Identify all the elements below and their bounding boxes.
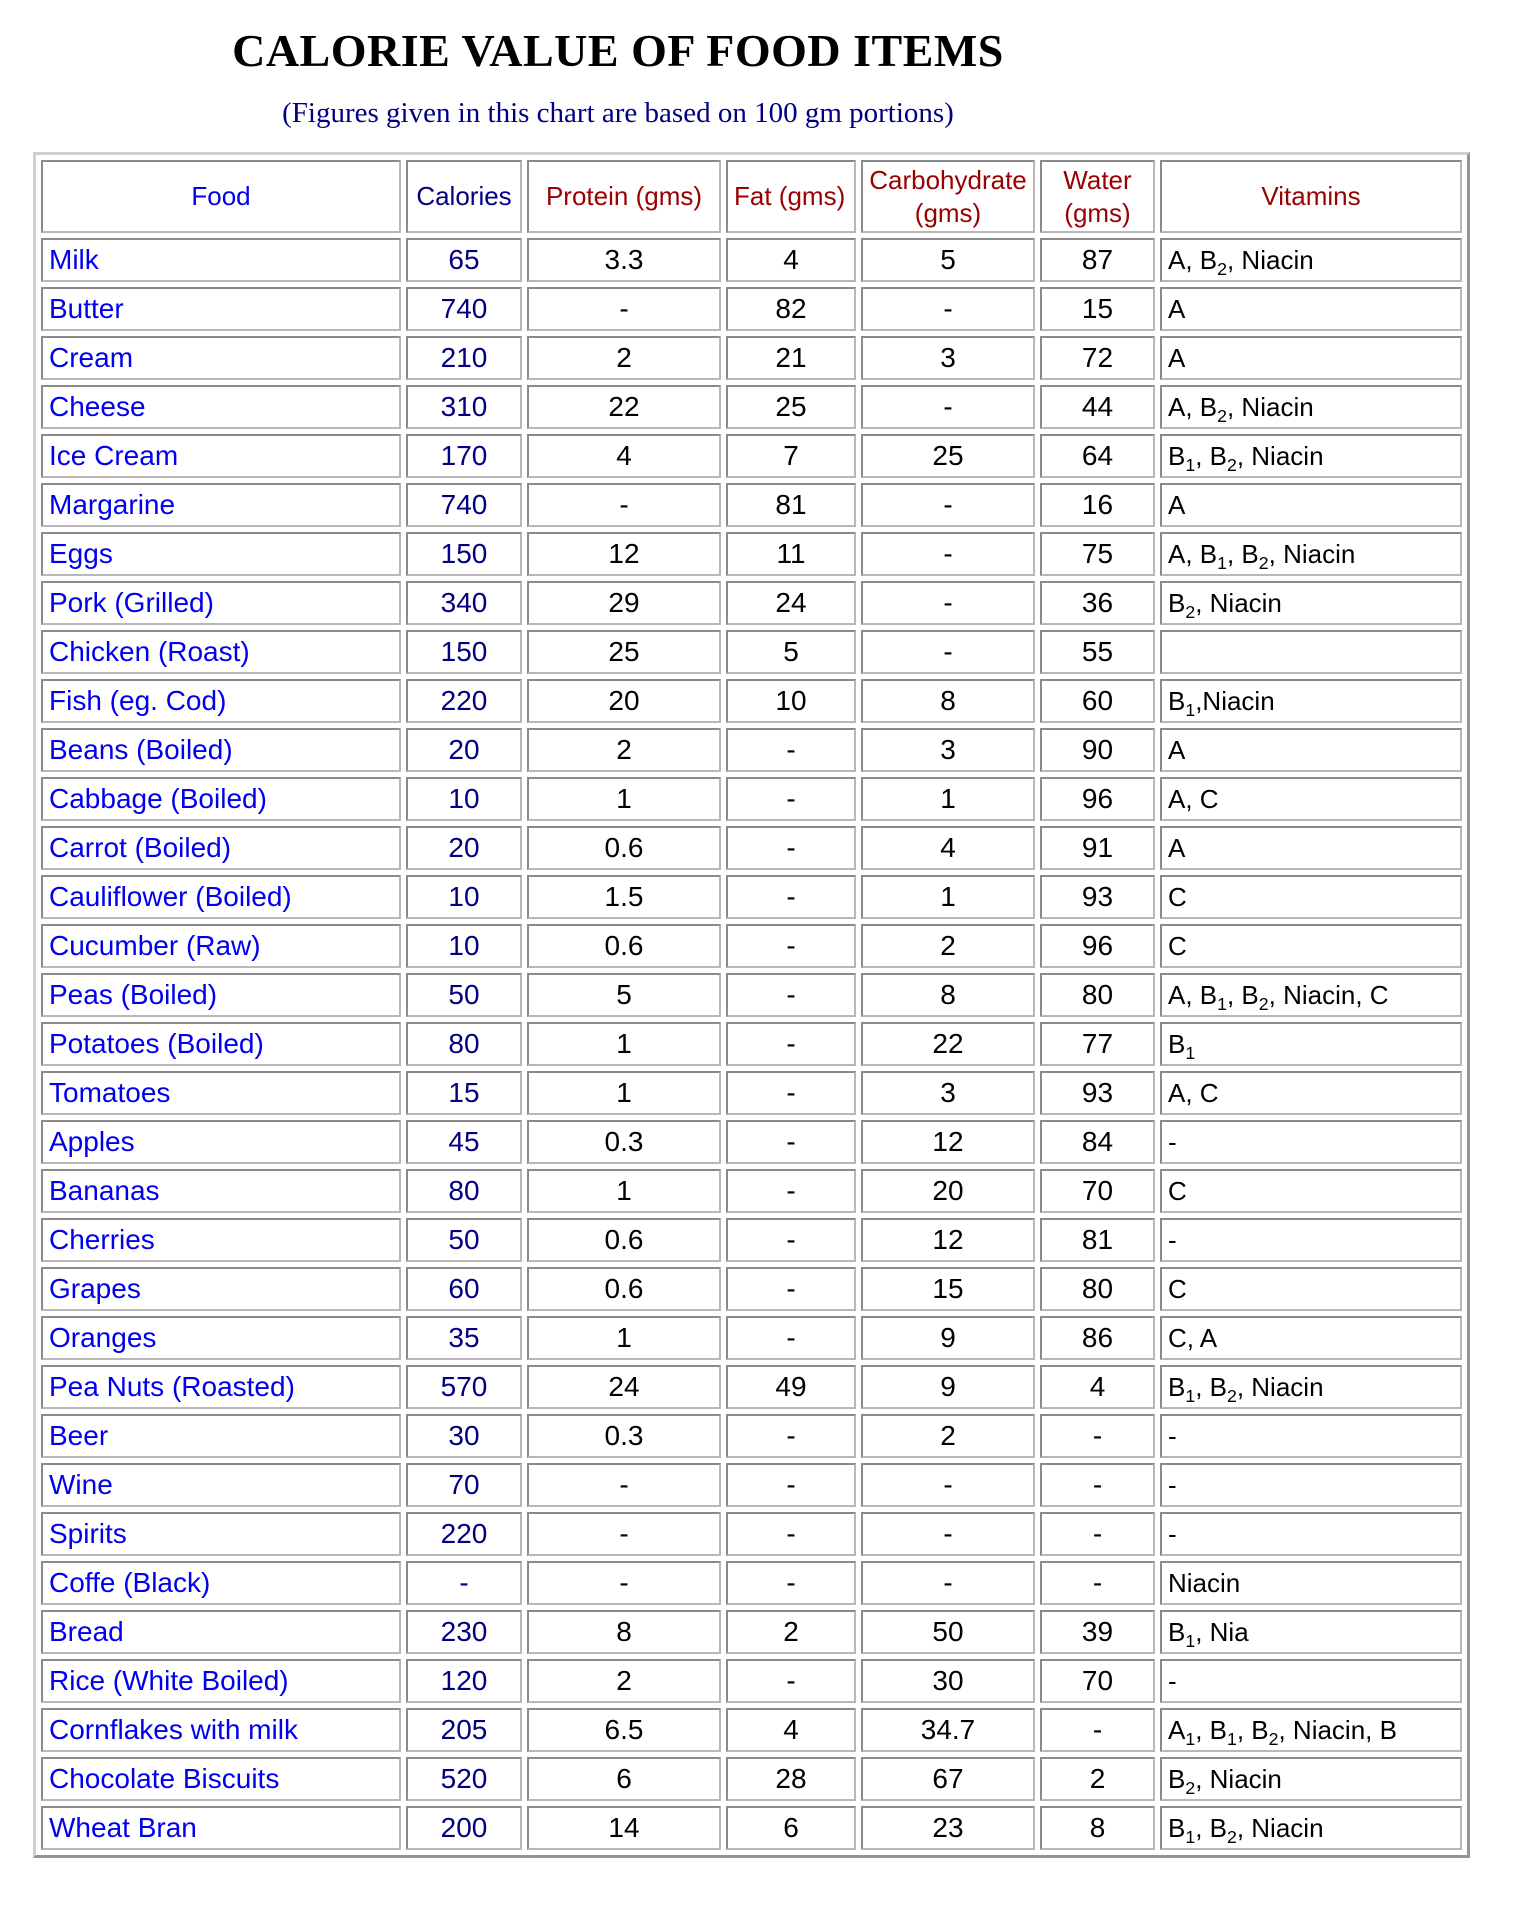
fat-cell: - (726, 924, 856, 968)
water-cell: 70 (1040, 1659, 1155, 1703)
carbohydrate-cell: 22 (861, 1022, 1035, 1066)
food-cell: Tomatoes (41, 1071, 401, 1115)
calories-cell: 150 (406, 532, 522, 576)
protein-cell: 24 (527, 1365, 721, 1409)
table-row (41, 287, 1462, 331)
calories-cell: 740 (406, 483, 522, 527)
protein-cell: - (527, 1463, 721, 1507)
fat-cell: - (726, 1022, 856, 1066)
food-cell: Coffe (Black) (41, 1561, 401, 1605)
food-cell: Cucumber (Raw) (41, 924, 401, 968)
vitamins-cell: - (1160, 1512, 1462, 1556)
protein-cell: 0.6 (527, 1218, 721, 1262)
carbohydrate-cell: - (861, 1463, 1035, 1507)
calories-cell: 50 (406, 973, 522, 1017)
fat-cell: 11 (726, 532, 856, 576)
calories-cell: 570 (406, 1365, 522, 1409)
vitamins-cell (1160, 630, 1462, 674)
protein-cell: - (527, 483, 721, 527)
water-cell: 96 (1040, 924, 1155, 968)
table-row (41, 1071, 1462, 1115)
fat-cell: - (726, 1218, 856, 1262)
calories-cell: 220 (406, 679, 522, 723)
carbohydrate-cell: 34.7 (861, 1708, 1035, 1752)
fat-cell: 82 (726, 287, 856, 331)
water-cell: 75 (1040, 532, 1155, 576)
water-cell: - (1040, 1463, 1155, 1507)
food-cell: Oranges (41, 1316, 401, 1360)
vitamins-cell: $B_1$, Nia (1160, 1610, 1462, 1654)
table-row (41, 1708, 1462, 1752)
protein-cell: 29 (527, 581, 721, 625)
vitamins-cell: A (1160, 287, 1462, 331)
water-cell: - (1040, 1414, 1155, 1458)
food-cell: Cherries (41, 1218, 401, 1262)
calories-cell: 230 (406, 1610, 522, 1654)
fat-cell: - (726, 1267, 856, 1311)
food-cell: Pea Nuts (Roasted) (41, 1365, 401, 1409)
fat-cell: 2 (726, 1610, 856, 1654)
vitamins-cell: C, A (1160, 1316, 1462, 1360)
food-cell: Pork (Grilled) (41, 581, 401, 625)
food-cell: Beer (41, 1414, 401, 1458)
vitamins-cell: $B_2$, Niacin (1160, 1757, 1462, 1801)
table-row (41, 1267, 1462, 1311)
carbohydrate-cell: 67 (861, 1757, 1035, 1801)
table-row (41, 1561, 1462, 1605)
table-row (41, 1365, 1462, 1409)
food-cell: Fish (eg. Cod) (41, 679, 401, 723)
vitamins-cell: A (1160, 483, 1462, 527)
carbohydrate-cell: 15 (861, 1267, 1035, 1311)
protein-cell: 14 (527, 1806, 721, 1850)
vitamins-cell: - (1160, 1218, 1462, 1262)
food-cell: Chocolate Biscuits (41, 1757, 401, 1801)
table-row (41, 238, 1462, 282)
food-cell: Milk (41, 238, 401, 282)
fat-cell: - (726, 1463, 856, 1507)
table-row (41, 1316, 1462, 1360)
calories-cell: 205 (406, 1708, 522, 1752)
vitamins-cell: $B_1$ (1160, 1022, 1462, 1066)
calories-cell: 310 (406, 385, 522, 429)
water-cell: 39 (1040, 1610, 1155, 1654)
vitamins-cell: A, $B_1$, $B_2$, Niacin, C (1160, 973, 1462, 1017)
water-cell: 91 (1040, 826, 1155, 870)
protein-cell: 25 (527, 630, 721, 674)
carbohydrate-cell: 2 (861, 924, 1035, 968)
protein-cell: 4 (527, 434, 721, 478)
fat-cell: - (726, 1169, 856, 1213)
carbohydrate-cell: 9 (861, 1365, 1035, 1409)
carbohydrate-cell: 5 (861, 238, 1035, 282)
food-cell: Cabbage (Boiled) (41, 777, 401, 821)
column-header-calories: Calories (406, 160, 522, 233)
protein-cell: - (527, 1512, 721, 1556)
vitamins-cell: A, C (1160, 1071, 1462, 1115)
calories-cell: 520 (406, 1757, 522, 1801)
food-cell: Carrot (Boiled) (41, 826, 401, 870)
calories-cell: 200 (406, 1806, 522, 1850)
calories-cell: 65 (406, 238, 522, 282)
vitamins-cell: A, $B_1$, $B_2$, Niacin (1160, 532, 1462, 576)
vitamins-cell: Niacin (1160, 1561, 1462, 1605)
fat-cell: - (726, 1316, 856, 1360)
calories-cell: 170 (406, 434, 522, 478)
food-cell: Peas (Boiled) (41, 973, 401, 1017)
carbohydrate-cell: - (861, 287, 1035, 331)
vitamins-cell: $B_2$, Niacin (1160, 581, 1462, 625)
table-row (41, 483, 1462, 527)
food-cell: Bananas (41, 1169, 401, 1213)
fat-cell: - (726, 875, 856, 919)
protein-cell: 22 (527, 385, 721, 429)
water-cell: 64 (1040, 434, 1155, 478)
table-row (41, 924, 1462, 968)
table-row (41, 1659, 1462, 1703)
water-cell: - (1040, 1561, 1155, 1605)
carbohydrate-cell: 20 (861, 1169, 1035, 1213)
fat-cell: 10 (726, 679, 856, 723)
calories-cell: 740 (406, 287, 522, 331)
protein-cell: 0.6 (527, 1267, 721, 1311)
carbohydrate-cell: - (861, 483, 1035, 527)
water-cell: - (1040, 1512, 1155, 1556)
carbohydrate-cell: - (861, 1512, 1035, 1556)
calories-cell: 10 (406, 777, 522, 821)
fat-cell: - (726, 1561, 856, 1605)
calories-cell: 80 (406, 1169, 522, 1213)
fat-cell: 49 (726, 1365, 856, 1409)
fat-cell: - (726, 826, 856, 870)
fat-cell: 4 (726, 238, 856, 282)
food-cell: Grapes (41, 1267, 401, 1311)
food-cell: Wine (41, 1463, 401, 1507)
table-row (41, 973, 1462, 1017)
fat-cell: - (726, 1071, 856, 1115)
food-cell: Spirits (41, 1512, 401, 1556)
food-cell: Apples (41, 1120, 401, 1164)
food-cell: Margarine (41, 483, 401, 527)
protein-cell: 1.5 (527, 875, 721, 919)
table-row (41, 532, 1462, 576)
water-cell: 80 (1040, 1267, 1155, 1311)
carbohydrate-cell: 3 (861, 728, 1035, 772)
calories-cell: 80 (406, 1022, 522, 1066)
carbohydrate-cell: - (861, 385, 1035, 429)
table-row (41, 1610, 1462, 1654)
water-cell: 86 (1040, 1316, 1155, 1360)
food-cell: Potatoes (Boiled) (41, 1022, 401, 1066)
carbohydrate-cell: 9 (861, 1316, 1035, 1360)
carbohydrate-cell: - (861, 1561, 1035, 1605)
water-cell: 4 (1040, 1365, 1155, 1409)
protein-cell: 1 (527, 777, 721, 821)
carbohydrate-cell: 12 (861, 1218, 1035, 1262)
protein-cell: 0.3 (527, 1120, 721, 1164)
fat-cell: - (726, 1659, 856, 1703)
calories-cell: 35 (406, 1316, 522, 1360)
water-cell: 16 (1040, 483, 1155, 527)
calories-cell: 30 (406, 1414, 522, 1458)
water-cell: 55 (1040, 630, 1155, 674)
calories-cell: 340 (406, 581, 522, 625)
vitamins-cell: $B_1$, $B_2$, Niacin (1160, 1365, 1462, 1409)
carbohydrate-cell: 8 (861, 973, 1035, 1017)
fat-cell: 7 (726, 434, 856, 478)
vitamins-cell: $B_1,Niacin$ (1160, 679, 1462, 723)
table-row (41, 336, 1462, 380)
water-cell: - (1040, 1708, 1155, 1752)
protein-cell: 0.3 (527, 1414, 721, 1458)
fat-cell: 21 (726, 336, 856, 380)
water-cell: 2 (1040, 1757, 1155, 1801)
vitamins-cell: A, $B_2$, Niacin (1160, 385, 1462, 429)
carbohydrate-cell: - (861, 532, 1035, 576)
vitamins-cell: C (1160, 1267, 1462, 1311)
carbohydrate-cell: 12 (861, 1120, 1035, 1164)
fat-cell: - (726, 1120, 856, 1164)
water-cell: 60 (1040, 679, 1155, 723)
calories-cell: - (406, 1561, 522, 1605)
calories-cell: 50 (406, 1218, 522, 1262)
protein-cell: 6 (527, 1757, 721, 1801)
food-cell: Cauliflower (Boiled) (41, 875, 401, 919)
heading-section (0, 0, 1236, 130)
food-cell: Butter (41, 287, 401, 331)
calories-cell: 70 (406, 1463, 522, 1507)
carbohydrate-cell: - (861, 581, 1035, 625)
column-header-vitamins: Vitamins (1160, 160, 1462, 233)
calorie-table (33, 152, 1470, 1858)
fat-cell: - (726, 1414, 856, 1458)
water-cell: 87 (1040, 238, 1155, 282)
table-row (41, 875, 1462, 919)
table-row (41, 1512, 1462, 1556)
table-row (41, 1757, 1462, 1801)
food-cell: Cream (41, 336, 401, 380)
vitamins-cell: $B_1$, $B_2$, Niacin (1160, 434, 1462, 478)
water-cell: 8 (1040, 1806, 1155, 1850)
food-cell: Bread (41, 1610, 401, 1654)
fat-cell: 24 (726, 581, 856, 625)
table-row (41, 1120, 1462, 1164)
water-cell: 77 (1040, 1022, 1155, 1066)
protein-cell: 2 (527, 1659, 721, 1703)
fat-cell: 28 (726, 1757, 856, 1801)
water-cell: 93 (1040, 875, 1155, 919)
vitamins-cell: C (1160, 875, 1462, 919)
protein-cell: 2 (527, 336, 721, 380)
calories-cell: 10 (406, 924, 522, 968)
calories-cell: 120 (406, 1659, 522, 1703)
water-cell: 81 (1040, 1218, 1155, 1262)
table-row (41, 777, 1462, 821)
protein-cell: 12 (527, 532, 721, 576)
carbohydrate-cell: - (861, 630, 1035, 674)
vitamins-cell: A, $B_2$, Niacin (1160, 238, 1462, 282)
protein-cell: 3.3 (527, 238, 721, 282)
column-header-food: Food (41, 160, 401, 233)
table-row (41, 1414, 1462, 1458)
table-body (41, 238, 1462, 1850)
water-cell: 96 (1040, 777, 1155, 821)
table-row (41, 581, 1462, 625)
carbohydrate-cell: 50 (861, 1610, 1035, 1654)
water-cell: 72 (1040, 336, 1155, 380)
protein-cell: 6.5 (527, 1708, 721, 1752)
vitamins-cell: A (1160, 336, 1462, 380)
protein-cell: 8 (527, 1610, 721, 1654)
table-row (41, 630, 1462, 674)
food-cell: Chicken (Roast) (41, 630, 401, 674)
food-cell: Beans (Boiled) (41, 728, 401, 772)
table-row (41, 1806, 1462, 1850)
protein-cell: 0.6 (527, 924, 721, 968)
carbohydrate-cell: 1 (861, 777, 1035, 821)
vitamins-cell: - (1160, 1120, 1462, 1164)
calories-cell: 60 (406, 1267, 522, 1311)
table-row (41, 728, 1462, 772)
carbohydrate-cell: 2 (861, 1414, 1035, 1458)
protein-cell: - (527, 1561, 721, 1605)
vitamins-cell: C (1160, 924, 1462, 968)
water-cell: 80 (1040, 973, 1155, 1017)
fat-cell: - (726, 777, 856, 821)
fat-cell: - (726, 1512, 856, 1556)
table-row (41, 1218, 1462, 1262)
vitamins-cell: - (1160, 1463, 1462, 1507)
water-cell: 44 (1040, 385, 1155, 429)
calories-cell: 45 (406, 1120, 522, 1164)
table-row (41, 1022, 1462, 1066)
table-row (41, 1169, 1462, 1213)
water-cell: 84 (1040, 1120, 1155, 1164)
water-cell: 90 (1040, 728, 1155, 772)
calories-cell: 20 (406, 728, 522, 772)
table-row (41, 385, 1462, 429)
vitamins-cell: - (1160, 1659, 1462, 1703)
carbohydrate-cell: 1 (861, 875, 1035, 919)
vitamins-cell: - (1160, 1414, 1462, 1458)
calories-cell: 20 (406, 826, 522, 870)
vitamins-cell: $B_1$, $B_2$, Niacin (1160, 1806, 1462, 1850)
food-cell: Cheese (41, 385, 401, 429)
protein-cell: 5 (527, 973, 721, 1017)
protein-cell: - (527, 287, 721, 331)
fat-cell: 81 (726, 483, 856, 527)
carbohydrate-cell: 3 (861, 1071, 1035, 1115)
fat-cell: - (726, 973, 856, 1017)
calories-cell: 220 (406, 1512, 522, 1556)
page-subtitle: (Figures given in this chart are based on 100 gm portions) (282, 97, 954, 129)
food-cell: Cornflakes with milk (41, 1708, 401, 1752)
carbohydrate-cell: 3 (861, 336, 1035, 380)
carbohydrate-cell: 4 (861, 826, 1035, 870)
protein-cell: 0.6 (527, 826, 721, 870)
vitamins-cell: A (1160, 728, 1462, 772)
table-row (41, 826, 1462, 870)
column-header-carbohydrate: Carbohydrate (gms) (861, 160, 1035, 233)
water-cell: 93 (1040, 1071, 1155, 1115)
table-row (41, 1463, 1462, 1507)
column-header-protein: Protein (gms) (527, 160, 721, 233)
column-header-water: Water (gms) (1040, 160, 1155, 233)
carbohydrate-cell: 8 (861, 679, 1035, 723)
fat-cell: - (726, 728, 856, 772)
vitamins-cell: $A_1$, $B_1$, $B_2$, Niacin, B (1160, 1708, 1462, 1752)
protein-cell: 1 (527, 1071, 721, 1115)
fat-cell: 5 (726, 630, 856, 674)
calories-cell: 15 (406, 1071, 522, 1115)
water-cell: 36 (1040, 581, 1155, 625)
calories-cell: 150 (406, 630, 522, 674)
page-title: CALORIE VALUE OF FOOD ITEMS (232, 25, 1004, 76)
fat-cell: 4 (726, 1708, 856, 1752)
carbohydrate-cell: 23 (861, 1806, 1035, 1850)
carbohydrate-cell: 30 (861, 1659, 1035, 1703)
carbohydrate-cell: 25 (861, 434, 1035, 478)
calories-cell: 210 (406, 336, 522, 380)
food-cell: Wheat Bran (41, 1806, 401, 1850)
fat-cell: 25 (726, 385, 856, 429)
protein-cell: 1 (527, 1169, 721, 1213)
vitamins-cell: A, C (1160, 777, 1462, 821)
water-cell: 15 (1040, 287, 1155, 331)
protein-cell: 20 (527, 679, 721, 723)
protein-cell: 1 (527, 1316, 721, 1360)
fat-cell: 6 (726, 1806, 856, 1850)
header-row (41, 160, 1462, 233)
food-cell: Ice Cream (41, 434, 401, 478)
protein-cell: 1 (527, 1022, 721, 1066)
calories-cell: 10 (406, 875, 522, 919)
protein-cell: 2 (527, 728, 721, 772)
table-row (41, 679, 1462, 723)
vitamins-cell: C (1160, 1169, 1462, 1213)
column-header-fat: Fat (gms) (726, 160, 856, 233)
food-cell: Rice (White Boiled) (41, 1659, 401, 1703)
vitamins-cell: A (1160, 826, 1462, 870)
water-cell: 70 (1040, 1169, 1155, 1213)
table-row (41, 434, 1462, 478)
food-cell: Eggs (41, 532, 401, 576)
